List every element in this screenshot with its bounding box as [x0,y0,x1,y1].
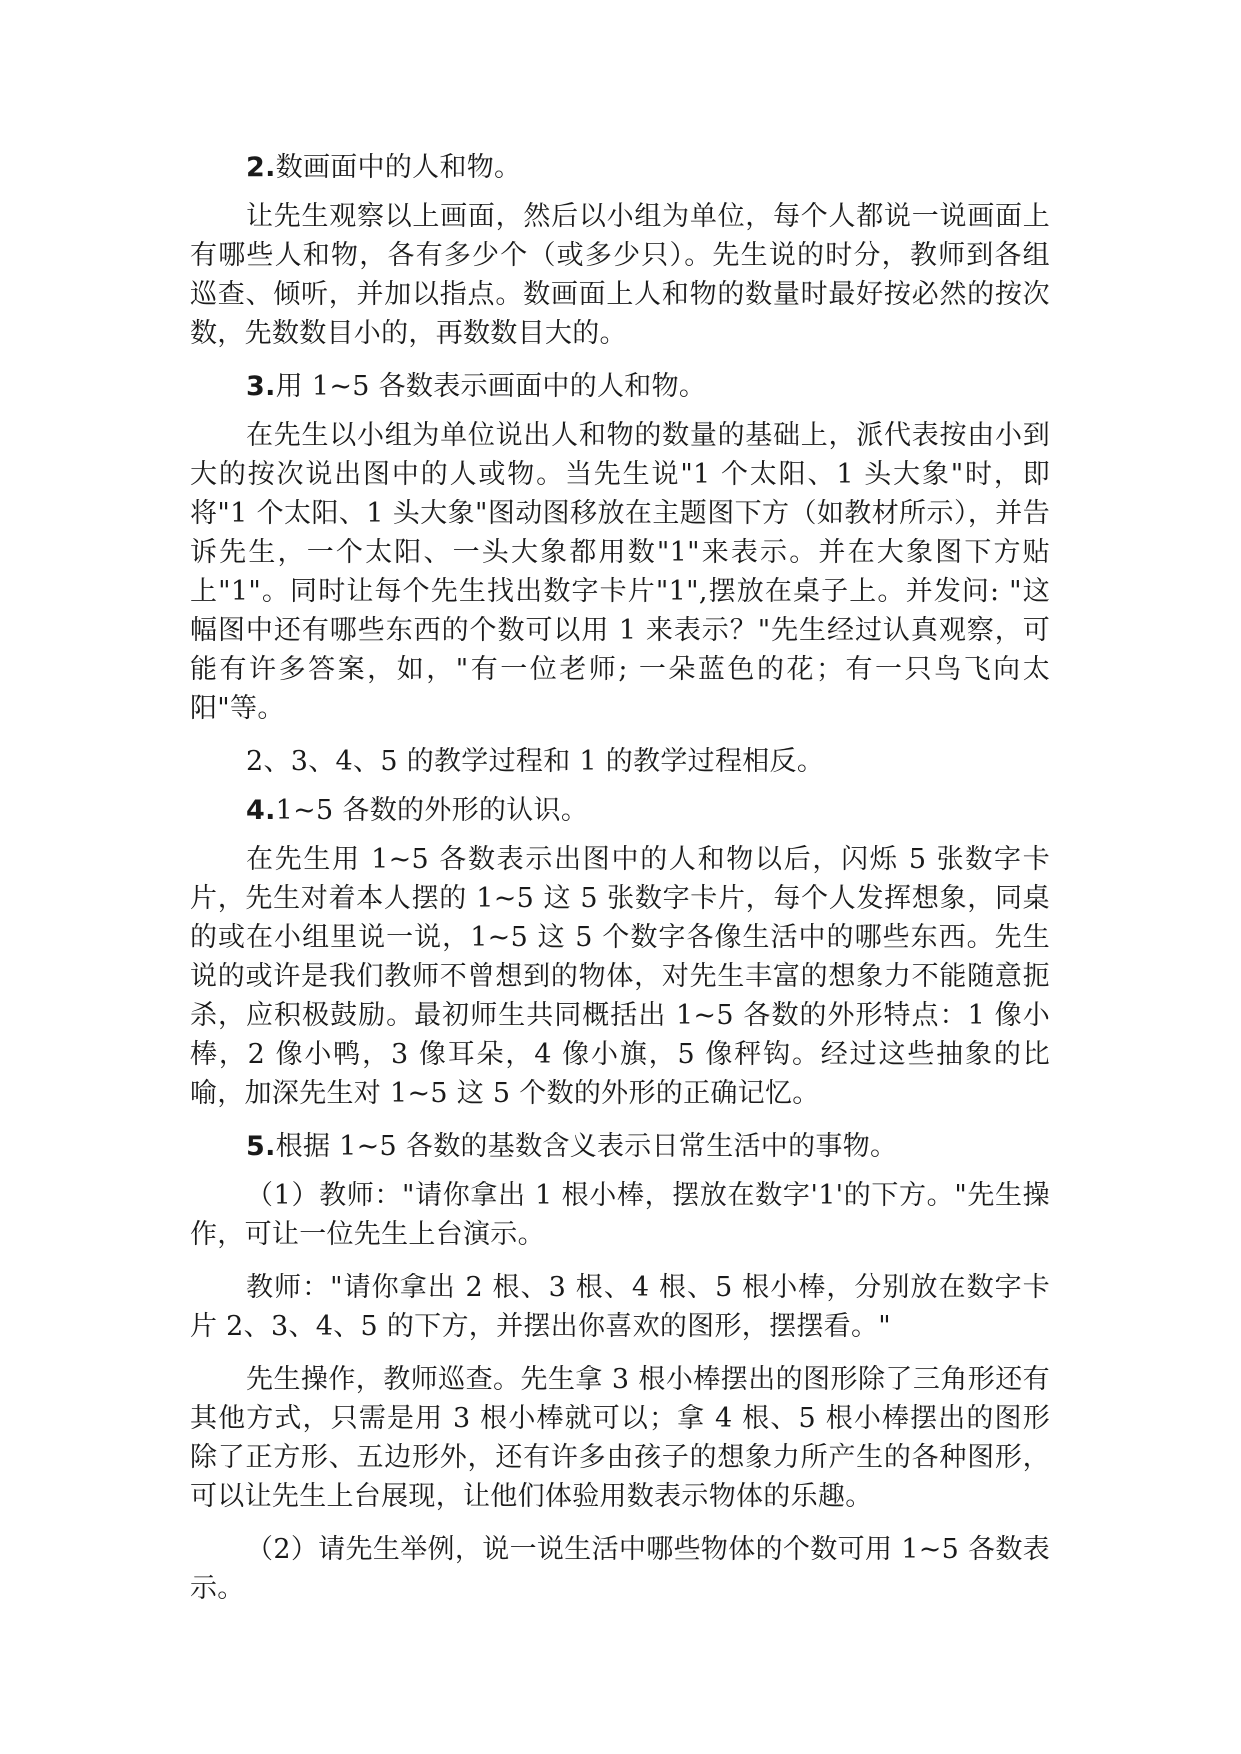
heading-5 [190,1127,1050,1166]
paragraph: 让先生观察以上画面，然后以小组为单位，每个人都说一说画面上有哪些人和物，各有多少个（或多少只）。先生说的时分，教师到各组巡查、倾听，并加以指点。数画面上人和物的数量时最好按必然的按次数，先数数目小的，再数数目大的。 [190,201,1050,349]
paragraph: （1）教师："请你拿出 1 根小棒，摆放在数字'1'的下方。"先生操作，可让一位先生上台演示。 [190,1180,1050,1250]
heading-number: 3. [246,371,276,402]
heading-number: 4. [246,795,276,826]
heading-text: 数画面中的人和物。 [275,152,522,183]
paragraph: 先生操作，教师巡查。先生拿 3 根小棒摆出的图形除了三角形还有其他方式，只需是用 3 根小棒就可以；拿 4 根、5 根小棒摆出的图形除了正方形、五边形外，还有许多由孩子的想象力所产生的各种图形，可以让先生上台展现，让他们体验用数表示物体的乐趣。 [190,1364,1050,1512]
heading-3 [190,367,1050,406]
heading-number: 5. [246,1131,276,1162]
paragraph: 教师："请你拿出 2 根、3 根、4 根、5 根小棒，分别放在数字卡片 2、3、4、5 的下方，并摆出你喜欢的图形，摆摆看。" [190,1272,1050,1342]
paragraph: 在先生用 1~5 各数表示出图中的人和物以后，闪烁 5 张数字卡片，先生对着本人摆的 1~5 这 5 张数字卡片，每个人发挥想象，同桌的或在小组里说一说，1~5 这 5 个数字各像生活中的哪些东西。先生说的或许是我们教师不曾想到的物体，对先生丰富的想象力不能随意扼杀，应积极鼓励。最初师生共同概括出 1~5 各数的外形特点：1 像小棒，2 像小鸭，3 像耳朵，4 像小旗，5 像秤钩。经过这些抽象的比喻，加深先生对 1~5 这 5 个数的外形的正确记忆。 [190,844,1050,1109]
heading-text: 根据 1~5 各数的基数含义表示日常生活中的事物。 [275,1131,898,1162]
paragraph: 在先生以小组为单位说出人和物的数量的基础上，派代表按由小到大的按次说出图中的人或物。当先生说"1 个太阳、1 头大象"时，即将"1 个太阳、1 头大象"图动图移放在主题图下方（如教材所示），并告诉先生，一个太阳、一头大象都用数"1"来表示。并在大象图下方贴上"1"。同时让每个先生找出数字卡片"1",摆放在桌子上。并发问: "这幅图中还有哪些东西的个数可以用 1 来表示？"先生经过认真观察，可能有许多答案，如，"有一位老师; 一朵蓝色的花；有一只鸟飞向太阳"等。 [190,420,1050,724]
document-page [190,148,1050,1608]
heading-text: 用 1~5 各数表示画面中的人和物。 [275,371,707,402]
heading-text: 1~5 各数的外形的认识。 [275,795,589,826]
paragraph: （2）请先生举例，说一说生活中哪些物体的个数可用 1~5 各数表示。 [190,1534,1050,1604]
paragraph: 2、3、4、5 的教学过程和 1 的教学过程相反。 [246,746,825,777]
heading-4 [190,791,1050,830]
heading-number: 2. [246,152,276,183]
heading-2 [190,148,1050,187]
